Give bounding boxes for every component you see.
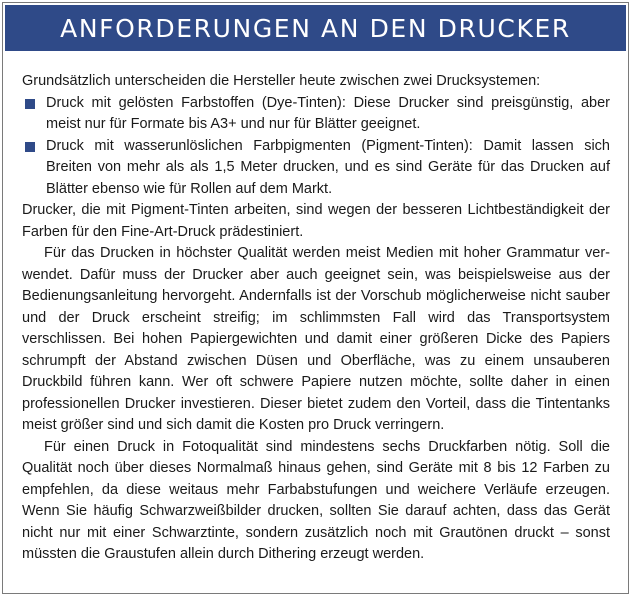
box-title: ANFORDERUNGEN AN DEN DRUCKER [60, 13, 571, 43]
paragraph-media-grammage: Für das Drucken in höchster Qualität werden meist Medien mit hoher Grammatur verwendet. Dafür muss der Drucker aber auch geeignet sein, was beispielsweise aus der Bedienungsanleitung hervorgeht. Andernfalls ist der Vorschub möglicherweise nicht sauber und der Druck erscheint streifig; im schlimmsten Fall wird das Transportsystem verschlissen. Bei hohen Papiergewichten und damit einer größeren Dicke des Papiers schrumpft der Abstand zwischen Düsen und Oberfläche, was zu einem unsauberen Druckbild führen kann. Wer oft schwere Papiere nutzen möchte, sollte daher in einen professionellen Drucker investieren. Dieser bietet zudem den Vorteil, dass die Tintentanks meist größer sind und sich damit die Kosten pro Druck verringern. [22, 245, 610, 433]
paragraph-photo-quality: Für einen Druck in Fotoqualität sind mindestens sechs Druckfarben nötig. Soll die Qualität noch über dieses Normalmaß hinaus gehen, sind Geräte mit 8 bis 12 Farben zu empfehlen, da diese weitaus mehr Farbabstufungen und weichere Verläufe erzeugen. Wenn Sie häufig Schwarzweißbilder drucken, sollten Sie darauf achten, dass das Gerät nicht nur mit einer Schwarztinte, sondern zusätzlich noch mit Grautönen druckt – sonst müssten die Graustufen allein durch Dithering erzeugt werden. [22, 438, 610, 562]
bullet-text: Druck mit gelösten Farbstoffen (Dye-Tinten): Diese Drucker sind preisgünstig, aber meist nur für Formate bis A3+ und nur für Blätter geeignet. [46, 94, 610, 132]
box-content [22, 71, 610, 566]
paragraph-pigment-fine-art: Drucker, die mit Pigment-Tinten arbeiten, sind wegen der besseren Lichtbeständigkeit der Farben für den Fine-Art-Druck prädestiniert. [22, 202, 610, 240]
square-bullet-icon [25, 99, 35, 109]
intro-paragraph: Grundsätzlich unterscheiden die Hersteller heute zwischen zwei Drucksystemen: [22, 73, 541, 89]
square-bullet-icon [25, 142, 35, 152]
bullet-text: Druck mit wasserunlöslichen Farbpigmenten (Pigment-Tinten): Damit lassen sich Breiten von mehr als als 1,5 Meter drucken, und es sind Geräte für das Drucken auf Blätter ebenso wie für Rollen auf dem Markt. [46, 137, 610, 197]
box-header [5, 5, 626, 51]
bullet-item-dye-ink [22, 93, 610, 136]
bullet-item-pigment-ink [22, 136, 610, 201]
